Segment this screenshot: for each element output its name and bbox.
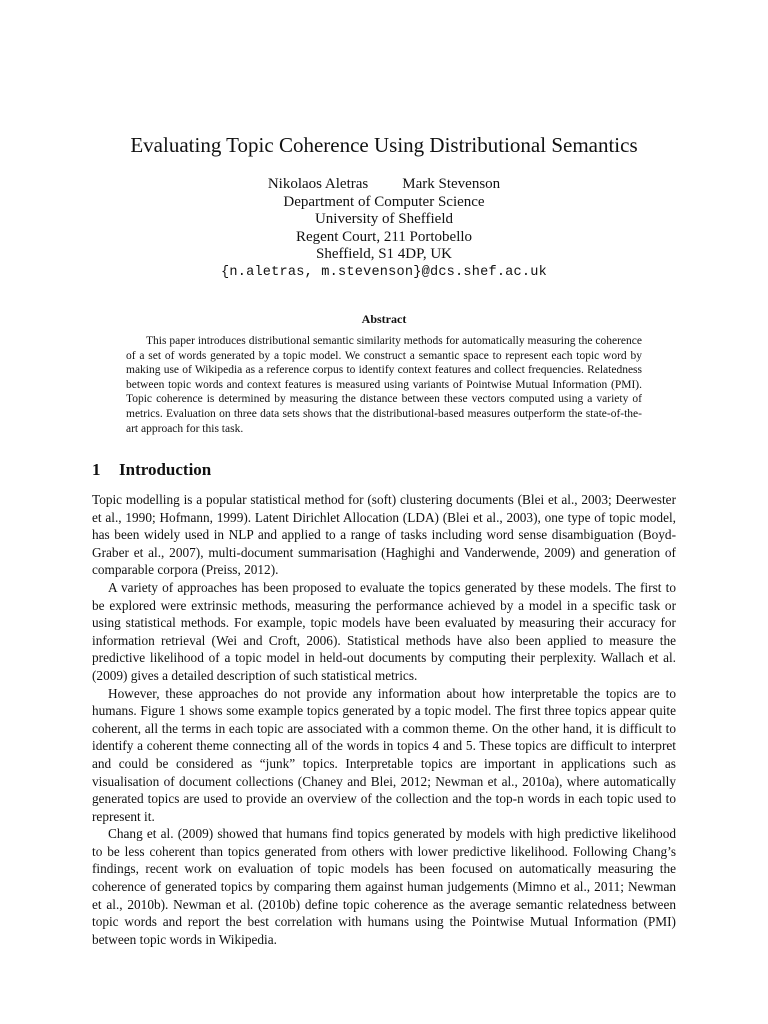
body-paragraph: However, these approaches do not provide any information about how interpretable the topics are to humans. Figure 1 shows some example topics generated by a topic model. The first three topics appear quite coherent, all the terms in each topic are associated with a common theme. On the other hand, it is difficult to identify a coherent theme connecting all of the words in topics 4 and 5. These topics are difficult to interpret and could be considered as “junk” topics. Interpretable topics are important in applications such as visualisation of document collections (Chaney and Blei, 2012; Newman et al., 2010a), where automatically generated topics are used to provide an overview of the collection and the top-n words in each topic used to represent it.	[92, 685, 676, 824]
body-paragraph: Chang et al. (2009) showed that humans find topics generated by models with high predictive likelihood to be less coherent than topics generated from others with lower predictive likelihood. Following Chang’s findings, recent work on evaluation of topic models has been focused on automatically measuring the coherence of generated topics by comparing them against human judgements (Mimno et al., 2011; Newman et al., 2010b). Newman et al. (2010b) define topic coherence as the average semantic relatedness between topic words and report the best correlation with humans using the Pointwise Mutual Information (PMI) between topic words in Wikipedia.	[92, 826, 676, 947]
section-number: 1	[92, 460, 101, 479]
abstract-heading: Abstract	[361, 312, 407, 326]
abstract-text: This paper introduces distributional semantic similarity methods for automatically measuring the coherence of a set of words generated by a topic model. We construct a semantic space to represent each topic word by making use of Wikipedia as a reference corpus to identify context features and collect frequencies. Relatedness between topic words and context features is measured using variants of Pointwise Mutual Information (PMI). Topic coherence is determined by measuring the distance between these vectors computed using a variety of metrics. Evaluation on three data sets shows that the distributional-based measures outperform the state-of-the-art approach for this task.	[126, 335, 642, 435]
author-name: Nikolaos Aletras	[267, 176, 369, 192]
section-title: Introduction	[119, 460, 212, 479]
author-name: Mark Stevenson	[402, 176, 501, 192]
paper-title: Evaluating Topic Coherence Using Distributional Semantics	[130, 133, 638, 157]
author-block	[0, 176, 768, 282]
body-paragraph: Topic modelling is a popular statistical method for (soft) clustering documents (Blei et al., 2003; Deerwester et al., 1990; Hofmann, 1999). Latent Dirichlet Allocation (LDA) (Blei et al., 2003), one type of topic model, has been widely used in NLP and applied to a range of tasks including word sense disambiguation (Boyd-Graber et al., 2007), multi-document summarisation (Haghighi and Vanderwende, 2009) and generation of comparable corpora (Preiss, 2012).	[92, 492, 676, 578]
author-email: {n.aletras, m.stevenson}@dcs.shef.ac.uk	[221, 264, 547, 280]
section-heading	[92, 460, 211, 480]
affiliation-street: Regent Court, 211 Portobello	[295, 228, 473, 245]
affiliation-department: Department of Computer Science	[283, 193, 485, 210]
affiliation-university: University of Sheffield	[314, 211, 454, 228]
body-paragraph: A variety of approaches has been proposed to evaluate the topics generated by these models. The first to be explored were extrinsic methods, measuring the performance achieved by a model in a specific task or using statistical methods. For example, topic models have been evaluated by measuring their accuracy for information retrieval (Wei and Croft, 2006). Statistical methods have also been applied to measure the predictive likelihood of a topic model in held-out documents by computing their perplexity. Wallach et al. (2009) gives a detailed description of such statistical metrics.	[92, 579, 676, 683]
section-body	[92, 491, 676, 948]
affiliation-city: Sheffield, S1 4DP, UK	[316, 246, 452, 263]
author-names	[0, 176, 768, 194]
